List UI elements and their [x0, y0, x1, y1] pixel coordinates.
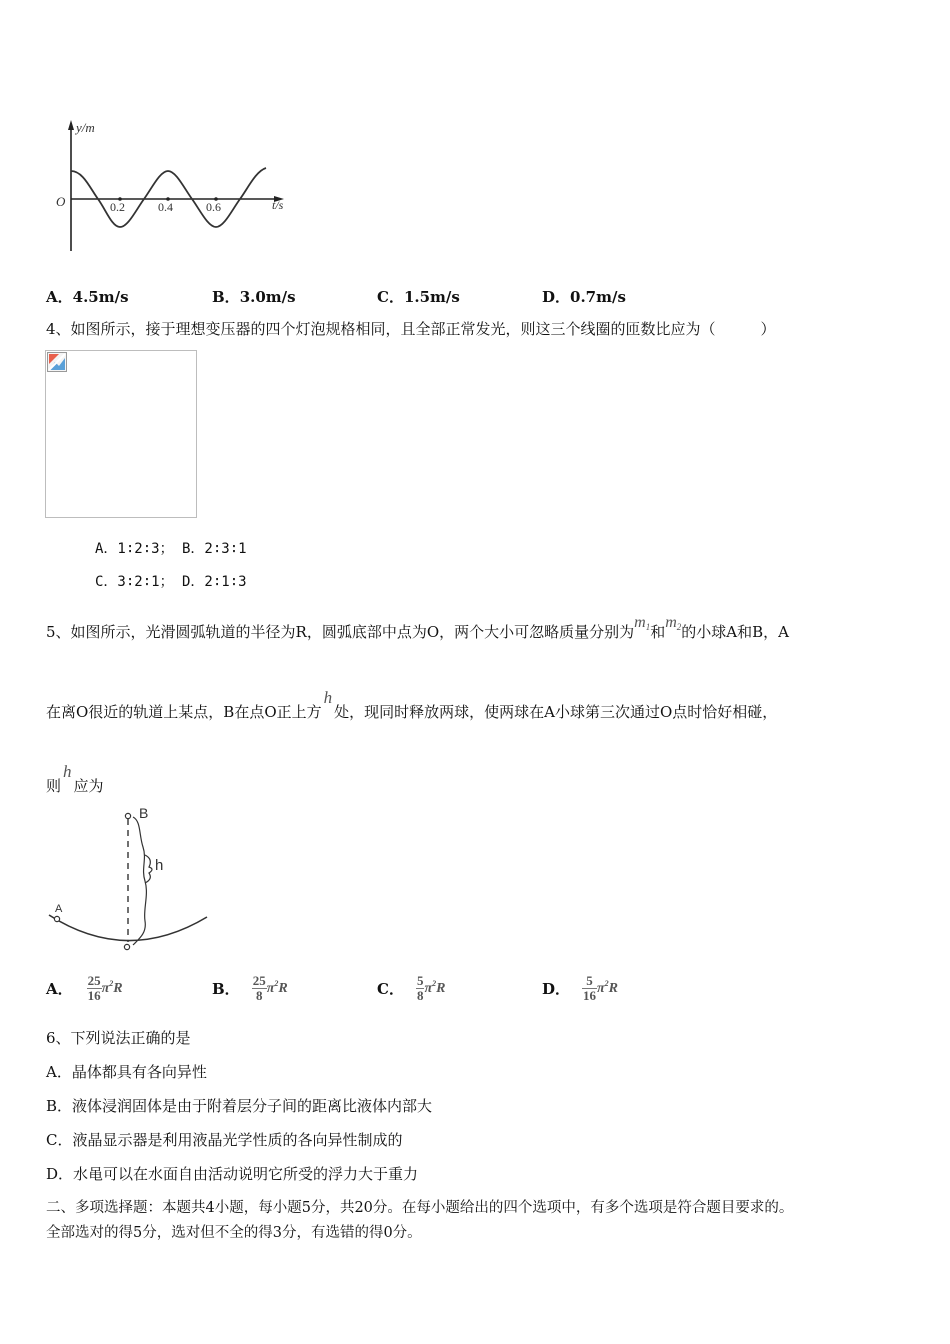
ball-b [125, 813, 130, 818]
q6-option-b: B．液体浸润固体是由于附着层分子间的距离比液体内部大 [46, 1097, 433, 1115]
q5-option-d: D． $\frac{5}{16}$ $\pi^2R$ [542, 972, 619, 1003]
q3-option-c: C．1.5m/s [377, 288, 460, 306]
section2-heading-line1: 二、多项选择题：本题共4小题，每小题5分，共20分。在每小题给出的四个选项中，有多个选项是符合题目要求的。 [46, 1200, 794, 1216]
fraction: $\frac{25}{16}$ [87, 972, 101, 1003]
y-axis-label: y/m [76, 120, 95, 135]
q5-line1: 5、如图所示，光滑圆弧轨道的半径为R，圆弧底部中点为O，两个大小可忽略质量分别为$m_1$和$m_2$的小球A和B，A [46, 614, 789, 641]
section2-heading-line2: 全部选对的得5分，选对但不全的得3分，有选错的得0分。 [46, 1225, 422, 1241]
fraction: $\frac{5}{8}$ [416, 972, 424, 1003]
q4-options-line1: A．1∶2∶3； B．2∶3∶1 [95, 541, 247, 557]
q4-stem: 4、如图所示，接于理想变压器的四个灯泡规格相同，且全部正常发光，则这三个线圈的匝数比应为（ ） [46, 320, 776, 338]
wave-graph [50, 118, 300, 258]
q4-options-line2: C．3∶2∶1； D．2∶1∶3 [95, 574, 247, 590]
q5-arc-diagram [45, 805, 215, 955]
q5-option-a: A． $\frac{25}{16}$ $\pi^2R$ [46, 972, 123, 1003]
fraction: $\frac{25}{8}$ [252, 972, 266, 1003]
y-axis-arrow [68, 120, 74, 130]
label-b: B [139, 805, 149, 821]
broken-image-icon [47, 352, 67, 372]
q5-line2: 在离O很近的轨道上某点，B在点O正上方h处，现同时释放两球，使两球在A小球第三次通过O点时恰好相碰， [46, 688, 778, 721]
q6-option-d: D．水黾可以在水面自由活动说明它所受的浮力大于重力 [46, 1165, 419, 1183]
height-brace [145, 855, 152, 883]
q4-image-placeholder [45, 350, 197, 518]
m2-symbol: $m_2$ [665, 614, 682, 632]
label-a: A [55, 903, 63, 915]
q5-arc-svg [45, 805, 215, 955]
height-brace-line [133, 817, 146, 945]
q3-option-d: D．0.7m/s [542, 288, 626, 306]
q5-option-b: B． $\frac{25}{8}$ $\pi^2R$ [212, 972, 288, 1003]
fraction: $\frac{5}{16}$ [583, 972, 597, 1003]
q6-option-a: A．晶体都具有各向异性 [46, 1063, 207, 1081]
m1-symbol: $m_1$ [634, 614, 651, 632]
point-o [124, 944, 129, 949]
tick-label: 0.6 [206, 200, 221, 214]
label-h: h [155, 857, 164, 874]
q5-line3: 则h应为 [46, 762, 104, 795]
q3-option-a: A．4.5m/s [46, 288, 129, 306]
tick-label: 0.4 [158, 200, 173, 214]
q6-option-c: C．液晶显示器是利用液晶光学性质的各向异性制成的 [46, 1131, 403, 1149]
ball-a [54, 916, 59, 921]
q5-option-c: C． $\frac{5}{8}$ $\pi^2R$ [377, 972, 446, 1003]
h-symbol: h [63, 762, 72, 781]
q6-stem: 6、下列说法正确的是 [46, 1029, 191, 1047]
tick-label: 0.2 [110, 200, 125, 214]
x-axis-label: t/s [272, 198, 284, 212]
h-symbol: h [323, 688, 333, 707]
q3-option-b: B．3.0m/s [212, 288, 296, 306]
origin-label: O [56, 194, 66, 209]
wave-graph-svg [50, 118, 300, 258]
